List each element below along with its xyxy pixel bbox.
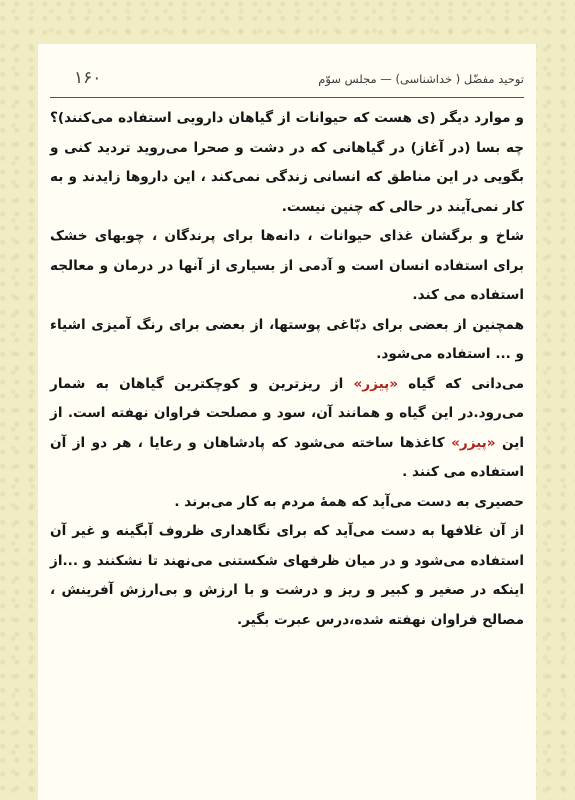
header-divider — [50, 97, 524, 98]
text-run: می‌دانی که گیاه — [398, 375, 524, 392]
running-header-title: توحید مفضّل ( خداشناسی) — مجلس سوّم — [318, 72, 524, 86]
document-page — [38, 44, 536, 800]
body-text — [50, 104, 524, 635]
paragraph — [50, 488, 524, 518]
text-run: حصیری به دست می‌آید که همهٔ مردم به کار می‌برند . — [174, 493, 524, 510]
paragraph — [50, 311, 524, 370]
text-run: از ریزترین و کوچکترین گیاهان به شمار می‌رود.در این گیاه و همانند آن، سود و مصلحت فراوان نهفته است. از این — [50, 375, 524, 451]
text-run: کاغذها ساخته می‌شود که پادشاهان و رعایا ، هر دو از آن استفاده می کنند . — [50, 434, 524, 480]
paragraph — [50, 104, 524, 222]
text-run: و موارد دیگر (ی هست که حیوانات از گیاهان دارویی استفاده می‌کنند)؟چه بسا (در آغاز) در گیاهانی که در دشت و صحرا می‌روید تردید کنی و بگویی در این مناطق که انسانی زندگی نمی‌کند ، این داروها زایدند و به کار نمی‌آیند در حالی که چنین نیست. — [50, 110, 524, 215]
text-run: شاخ و برگشان غذای حیوانات ، دانه‌ها برای پرندگان ، چوبهای خشک برای استفاده انسان است و آدمی از بسیاری از آنها در درمان و معالجه استفاده می کند. — [50, 228, 524, 303]
paragraph — [50, 222, 524, 311]
text-run: از آن غلافها به دست می‌آید که برای نگاهداری ظروف آبگینه و غیر آن استفاده می‌شود و در میان ظرفهای شکستنی می‌نهند تا نشکنند و ...از اینکه در صغیر و کبیر و ریز و درشت و با ارزش و بی‌ارزش آفرینش ، مصالح فراوان نهفته شده،درس عبرت بگیر. — [50, 523, 524, 628]
text-run: همچنین از بعضی برای دبّاغی پوستها، از بعضی برای رنگ آمیزی اشیاء و ... استفاده می‌شود. — [50, 316, 524, 362]
page-number: ۱۶۰ — [74, 68, 102, 88]
highlighted-term: «پیزر» — [451, 434, 496, 451]
paragraph — [50, 517, 524, 635]
page-header — [50, 66, 524, 92]
highlighted-term: «پیزر» — [353, 375, 399, 392]
paragraph — [50, 370, 524, 488]
